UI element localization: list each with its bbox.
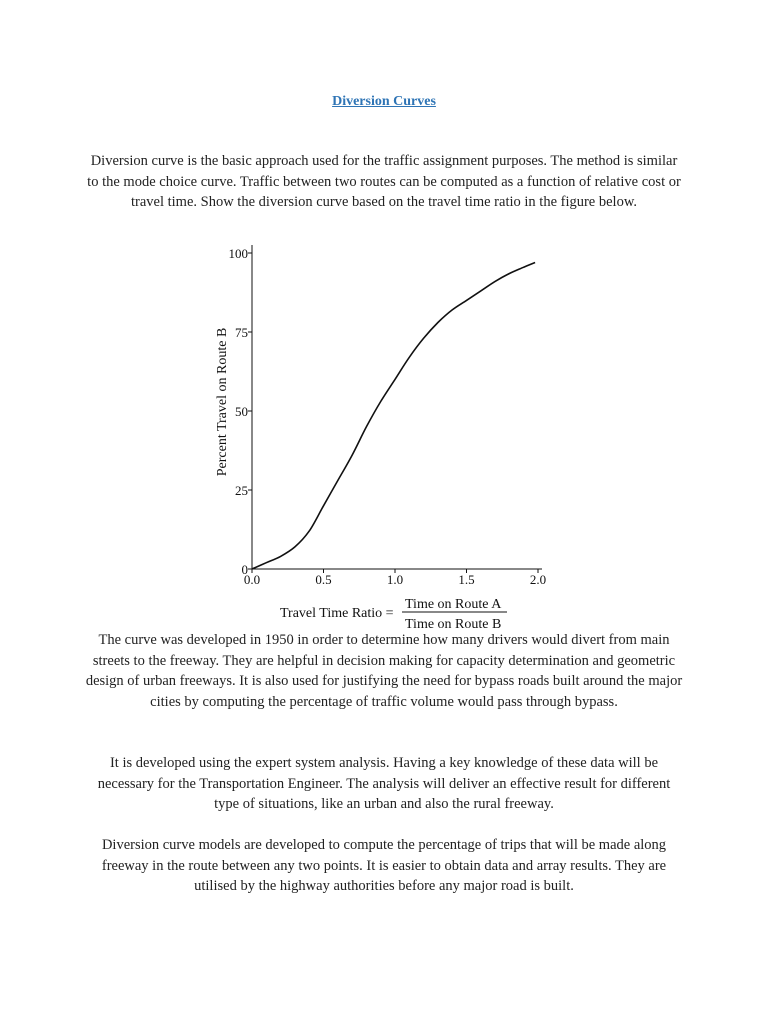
x-axis-label-prefix: Travel Time Ratio = xyxy=(280,606,394,621)
page-title: Diversion Curves xyxy=(332,94,436,109)
x-axis-label-numerator: Time on Route A xyxy=(405,597,502,612)
y-tick-label: 25 xyxy=(235,483,248,498)
y-tick-label: 0 xyxy=(241,562,248,577)
x-tick-label: 0.5 xyxy=(315,572,332,587)
chart-svg xyxy=(213,232,555,630)
y-tick-label: 100 xyxy=(228,246,248,261)
diversion-curve-chart xyxy=(213,232,555,630)
x-tick-label: 1.0 xyxy=(386,572,404,587)
chart-background xyxy=(213,232,555,630)
x-tick-label: 1.5 xyxy=(458,572,475,587)
y-tick-label: 75 xyxy=(235,325,248,340)
x-axis-label-denominator: Time on Route B xyxy=(405,617,502,630)
x-tick-label: 0.0 xyxy=(243,572,261,587)
intro-paragraph: Diversion curve is the basic approach used for the traffic assignment purposes. The method is similar to the mode choice curve. Traffic between two routes can be computed as a function of relative cost or travel time. Show the diversion curve based on the travel time ratio in the figure below. xyxy=(87,153,681,210)
history-paragraph: The curve was developed in 1950 in order to determine how many drivers would divert from main streets to the freeway. They are helpful in decision making for capacity determination and geometric design of urban freeways. It is also used for justifying the need for bypass roads built around the major cities by computing the percentage of traffic volume would pass through bypass. xyxy=(85,632,683,710)
x-tick-label: 2.0 xyxy=(529,572,547,587)
y-tick-label: 50 xyxy=(235,404,248,419)
models-paragraph: Diversion curve models are developed to compute the percentage of trips that will be made along freeway in the route between any two points. It is easier to obtain data and array results. They are utilised by the highway authorities before any major road is built. xyxy=(101,837,667,894)
y-axis-label: Percent Travel on Route B xyxy=(215,327,230,477)
analysis-paragraph: It is developed using the expert system analysis. Having a key knowledge of these data will be necessary for the Transportation Engineer. The analysis will deliver an effective result for different type of situations, like an urban and also the rural freeway. xyxy=(97,755,671,812)
